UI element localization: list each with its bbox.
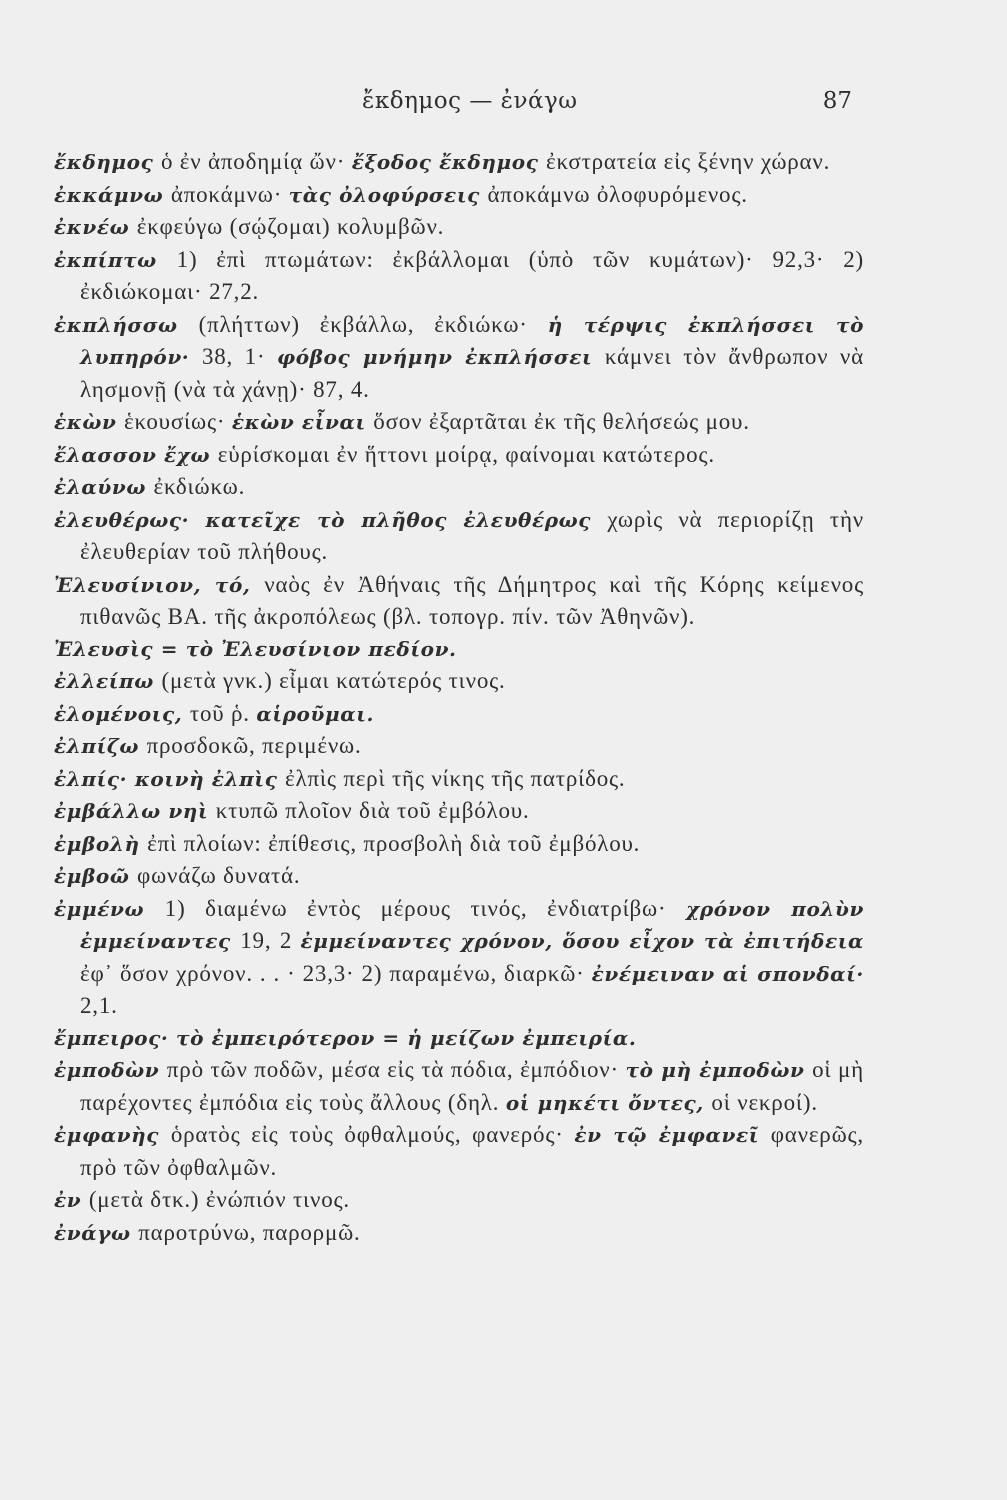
glossary-entry bbox=[54, 828, 864, 861]
entry-headword: ἐλευθέρως· bbox=[54, 507, 206, 532]
glossary-entry bbox=[54, 179, 864, 212]
entry-headword: Ἐλευσίνιον, τό, bbox=[54, 572, 265, 597]
entry-phrase: ἐν τῷ ἐμφανεῖ bbox=[574, 1123, 771, 1147]
entry-headword: ἐκκάμνω bbox=[54, 182, 171, 207]
entry-definition: ὁ ἐν ἀποδημίᾳ ὤν· bbox=[160, 149, 352, 174]
entry-headword: ἐμποδὼν bbox=[54, 1058, 167, 1082]
glossary-entry bbox=[54, 471, 864, 504]
entry-definition: χωρὶς νὰ περιορίζῃ τὴν ἐλευθερίαν τοῦ πλήθους. bbox=[80, 506, 864, 564]
entry-phrase: ἐνέμειναν αἱ σπονδαί· bbox=[591, 961, 864, 986]
glossary-entry bbox=[54, 763, 864, 796]
entry-definition: ὁρατὸς εἰς τοὺς ὀφθαλμούς, φανερός· bbox=[170, 1122, 575, 1147]
entry-definition: ἐπὶ πλοίων: ἐπίθεσις, προσβολὴ διὰ τοῦ ἐμβόλου. bbox=[147, 830, 641, 856]
entry-definition: πρὸ τῶν ποδῶν, μέσα εἰς τὰ πόδια, ἐμπόδιον· bbox=[166, 1057, 626, 1082]
running-head-title: ἔκδημος — ἐνάγω bbox=[362, 88, 578, 114]
entry-phrase: οἱ μηκέτι ὄντες, bbox=[505, 1090, 712, 1115]
entry-phrase: ἑκὼν εἶναι bbox=[231, 410, 374, 434]
glossary-entry bbox=[54, 1184, 864, 1217]
entry-headword: ἑκὼν bbox=[54, 410, 125, 434]
entry-headword: ἐμβάλλω νηὶ bbox=[54, 799, 216, 823]
glossary-entry bbox=[54, 795, 864, 828]
glossary-entries bbox=[54, 146, 864, 1249]
glossary-entry bbox=[54, 244, 864, 309]
entry-headword: ἐμβολὴ bbox=[54, 831, 148, 856]
entry-phrase: τὸ μὴ ἐμποδὼν bbox=[625, 1058, 813, 1082]
glossary-entry bbox=[54, 146, 864, 179]
entry-definition: 2,1. bbox=[80, 993, 118, 1018]
glossary-entry bbox=[54, 893, 864, 1023]
entry-definition: ἐκφεύγω (σῴζομαι) κολυμβῶν. bbox=[136, 214, 445, 239]
entry-definition: ἐλπὶς περὶ τῆς νίκης τῆς πατρίδος. bbox=[285, 765, 626, 791]
entry-headword: ἐλπίζω bbox=[54, 734, 147, 758]
entry-headword: Ἐλευσὶς = τὸ Ἐλευσίνιον πεδίον. bbox=[54, 636, 457, 661]
entry-headword: ἐμφανὴς bbox=[54, 1123, 171, 1147]
entry-definition: παροτρύνω, παρορμῶ. bbox=[138, 1219, 361, 1245]
entry-phrase: κοινὴ ἐλπὶς bbox=[134, 766, 286, 791]
entry-definition: (πλήττων) ἐκβάλλω, ἐκδιώκω· bbox=[198, 311, 548, 337]
glossary-entry bbox=[54, 569, 864, 634]
entry-definition: ὅσον ἐξαρτᾶται ἐκ τῆς θελήσεώς μου. bbox=[373, 409, 750, 434]
glossary-entry bbox=[54, 698, 864, 731]
glossary-entry bbox=[54, 1119, 864, 1184]
glossary-entry bbox=[54, 1054, 864, 1119]
entry-definition: ἐφ᾽ ὅσον χρόνον. . . · 23,3· 2) παραμένω, διαρκῶ· bbox=[80, 960, 592, 986]
glossary-entry bbox=[54, 1217, 864, 1250]
glossary-entry bbox=[54, 309, 864, 407]
entry-definition: ἐκστρατεία εἰς ξένην χώραν. bbox=[546, 149, 831, 174]
entry-headword: ἐλπίς· bbox=[54, 766, 135, 791]
entry-headword: ἐλαύνω bbox=[54, 475, 154, 499]
entry-phrase: ἐμμείναντες χρόνον, ὅσου εἶχον τὰ ἐπιτήδεια bbox=[300, 929, 864, 953]
entry-definition: κτυπῶ πλοῖον διὰ τοῦ ἐμβόλου. bbox=[215, 798, 530, 823]
glossary-entry bbox=[54, 730, 864, 763]
entry-definition: τοῦ ῥ. bbox=[189, 700, 257, 726]
entry-headword: ἐμβοῶ bbox=[54, 864, 138, 888]
entry-definition: (μετὰ γνκ.) εἶμαι κατώτερός τινος. bbox=[161, 668, 506, 693]
entry-definition: 1) διαμένω ἐντὸς μέρους τινός, ἐνδιατρίβω· bbox=[164, 895, 687, 921]
entry-phrase: κατεῖχε τὸ πλῆθος ἐλευθέρως bbox=[205, 507, 608, 532]
glossary-entry bbox=[54, 1023, 864, 1055]
entry-definition: προσδοκῶ, περιμένω. bbox=[146, 733, 362, 758]
entry-phrase: φόβος μνήμην ἐκπλήσσει bbox=[277, 345, 605, 369]
entry-headword: ἔλασσον ἔχω bbox=[54, 442, 218, 467]
entry-definition: φανερῶς, πρὸ τῶν ὀφθαλμῶν. bbox=[80, 1122, 864, 1180]
entry-definition: ναὸς ἐν Ἀθήναις τῆς Δήμητρος καὶ τῆς Κόρης κείμενος πιθανῶς ΒΑ. τῆς ἀκροπόλεως (βλ. τοπογρ. πίν. τῶν Ἀθηνῶν). bbox=[80, 571, 864, 629]
entry-definition: κάμνει τὸν ἄνθρωπον νὰ λησμονῇ (νὰ τὰ χάνῃ)· 87, 4. bbox=[80, 344, 864, 402]
glossary-entry bbox=[54, 665, 864, 698]
entry-headword: ἐκπλήσσω bbox=[54, 312, 199, 337]
entry-definition: ἀποκάμνω ὀλοφυρόμενος. bbox=[487, 181, 748, 207]
entry-phrase: χρόνον πολὺν ἐμμείναντες bbox=[80, 896, 865, 953]
entry-definition: 19, 2 bbox=[240, 928, 301, 953]
entry-headword: ἐκνέω bbox=[54, 215, 137, 239]
entry-headword: ἔκδημος bbox=[54, 150, 161, 174]
entry-definition: ἀποκάμνω· bbox=[170, 181, 289, 207]
entry-definition: οἱ νεκροί). bbox=[711, 1089, 818, 1115]
entry-headword: ἐνάγω bbox=[54, 1220, 139, 1245]
entry-phrase: αἱροῦμαι. bbox=[256, 701, 375, 726]
entry-phrase: ἡ τέρψις ἐκπλήσσει τὸ λυπηρόν· bbox=[80, 312, 865, 369]
entry-definition: φωνάζω δυνατά. bbox=[137, 863, 301, 888]
glossary-entry bbox=[54, 439, 864, 472]
entry-headword: ἐμμένω bbox=[54, 896, 165, 921]
glossary-entry bbox=[54, 211, 864, 244]
glossary-entry bbox=[54, 406, 864, 439]
entry-headword: ἐκπίπτω bbox=[54, 247, 177, 272]
entry-definition: ἑκουσίως· bbox=[124, 409, 232, 434]
glossary-entry bbox=[54, 860, 864, 893]
entry-phrase: τὰς ὀλοφύρσεις bbox=[288, 182, 488, 207]
glossary-entry bbox=[54, 634, 864, 666]
entry-phrase: τὸ ἐμπειρότερον = ἡ μείζων ἐμπειρία. bbox=[176, 1025, 637, 1050]
entry-definition: 1) ἐπὶ πτωμάτων: ἐκβάλλομαι (ὑπὸ τῶν κυμάτων)· 92,3· 2) ἐκδιώκομαι· 27,2. bbox=[80, 246, 864, 304]
entry-definition: ἐκδιώκω. bbox=[153, 474, 246, 499]
entry-definition: εὑρίσκομαι ἐν ἥττονι μοίρᾳ, φαίνομαι κατώτερος. bbox=[217, 441, 715, 467]
entry-definition: (μετὰ δτκ.) ἐνώπιόν τινος. bbox=[88, 1187, 350, 1212]
entry-headword: ἐν bbox=[54, 1188, 89, 1212]
entry-headword: ἔμπειρος· bbox=[54, 1025, 177, 1050]
entry-headword: ἑλομένοις, bbox=[54, 701, 190, 726]
glossary-entry bbox=[54, 504, 864, 569]
entry-definition: οἱ μὴ παρέχοντες ἐμπόδια εἰς τοὺς ἄλλους (δηλ. bbox=[80, 1057, 864, 1115]
entry-headword: ἐλλείπω bbox=[54, 669, 162, 693]
entry-definition: 38, 1· bbox=[201, 344, 278, 369]
page-number: 87 bbox=[822, 88, 852, 114]
entry-phrase: ἔξοδος ἔκδημος bbox=[351, 150, 547, 174]
